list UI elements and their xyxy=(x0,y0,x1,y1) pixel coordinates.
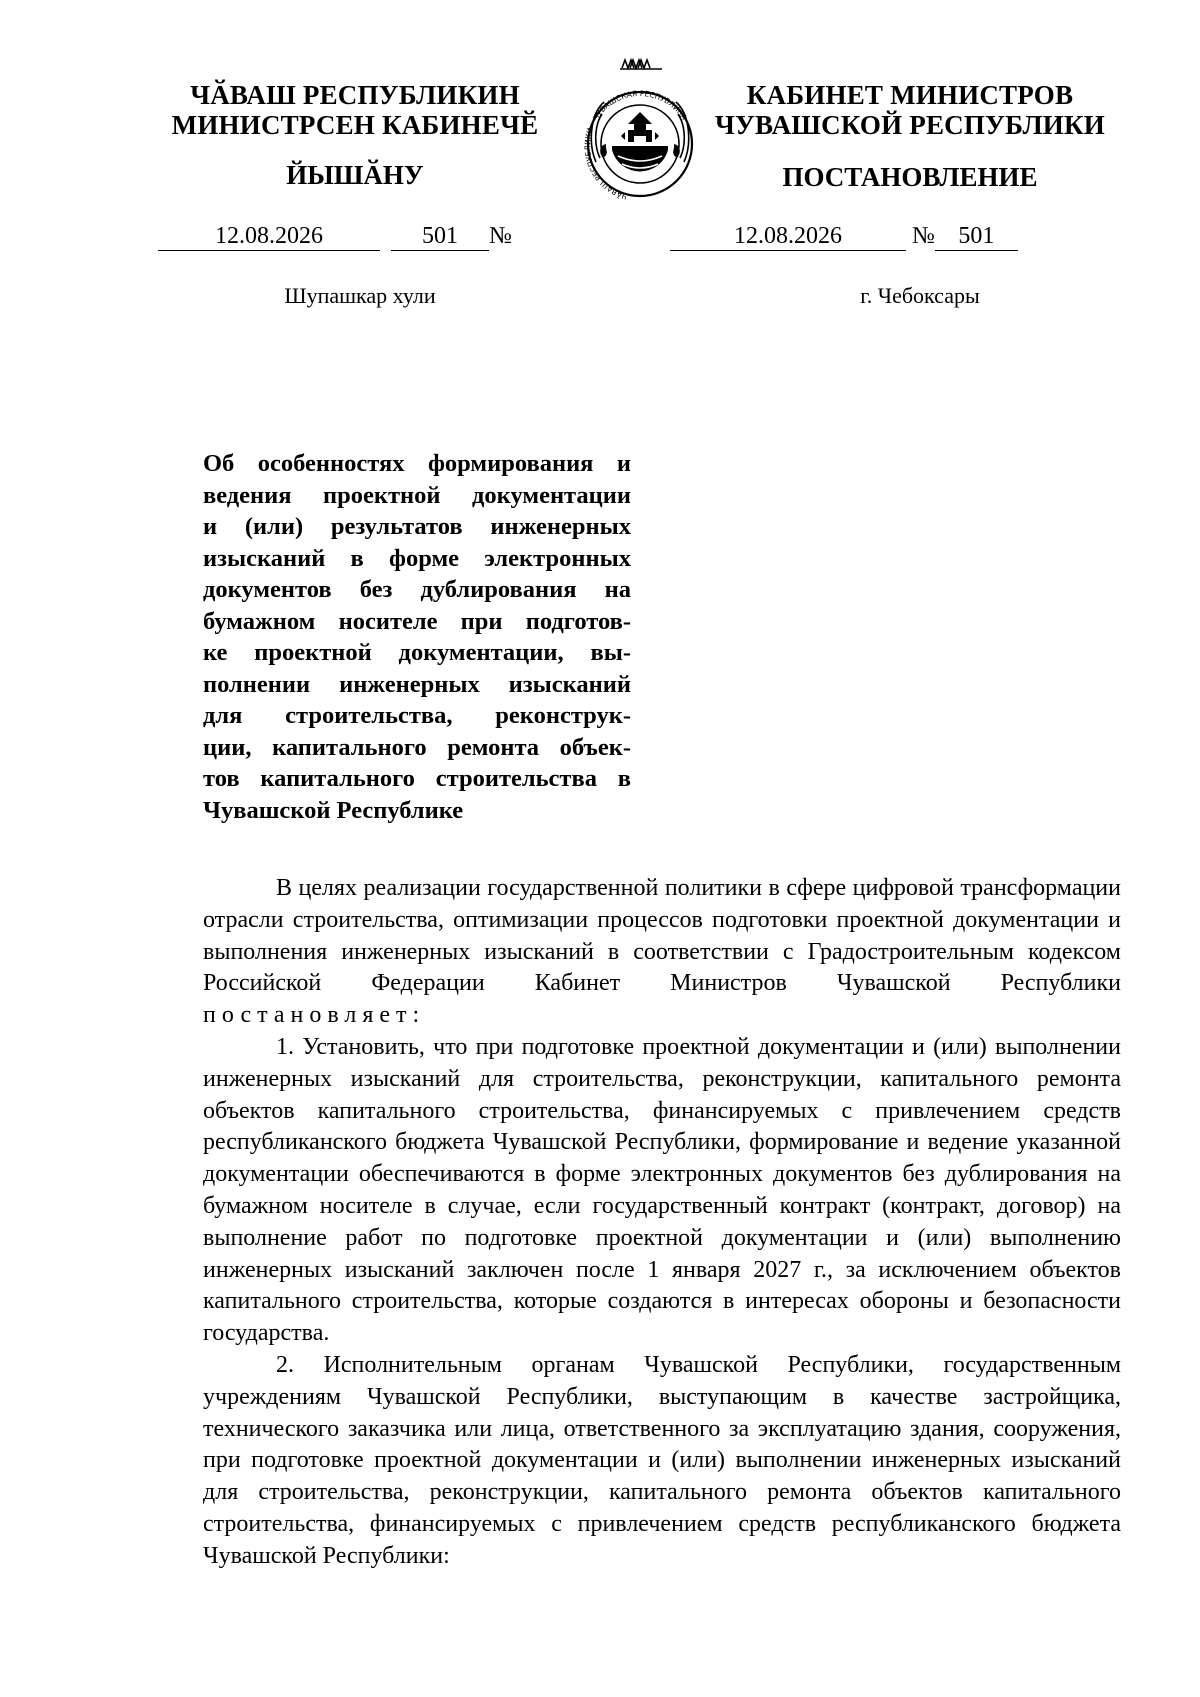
title-line: и (или) результатов инженерных xyxy=(203,513,631,540)
header-right-doc-type: ПОСТАНОВЛЕНИЕ xyxy=(782,162,1038,192)
header-right-line1: КАБИНЕТ МИНИСТРОВ xyxy=(746,80,1074,110)
place-right: г. Чебоксары xyxy=(860,283,980,308)
coat-of-arms-emblem xyxy=(572,54,708,204)
right-date: 12.08.2026 xyxy=(670,222,906,251)
preamble-text: В целях реализации государственной политики в сфере цифровой трансформации отрасли строительства, оптимизации процессов подготовки проектной документации и выполнения инженерных изысканий в соответствии с Градостроительным кодексом Российской Федерации Кабинет Министров Чувашской Республики xyxy=(203,875,1121,997)
left-date: 12.08.2026 xyxy=(158,222,380,251)
left-number: 501 xyxy=(391,222,489,251)
emblem-ring-text: ЧĂВАШ РЕСПУБЛИКИ ◦ ЧУВАШСКАЯ РЕСПУБЛИКА xyxy=(582,88,689,202)
body-paragraph-1: 1. Установить, что при подготовке проектной документации и (или) выполнении инженерных изысканий для строительства, реконструкции, капитального ремонта объектов капитального строительства, финансируемых с привлечением средств республиканского бюджета Чувашской Республики, формирование и ведение указанной документации обеспечиваются в форме электронных документов без дублирования на бумажном носителе в случае, если государственный контракт (контракт, договор) на выполнение работ по подготовке проектной документации и (или) выполнению инженерных изысканий заключен после 1 января 2027 г., за исключением объектов капитального строительства, которые создаются в интересах обороны и безопасности государства. xyxy=(203,1033,1121,1347)
title-line: изысканий в форме электронных xyxy=(203,544,631,572)
resolution-word: постановляет xyxy=(203,1002,413,1029)
title-line: для строительства, реконструк- xyxy=(203,702,631,729)
left-number-sign: № xyxy=(489,223,512,249)
document-body xyxy=(203,873,1121,1573)
right-number-line xyxy=(670,222,1018,251)
header-left-line2: МИНИСТРСЕН КАБИНЕЧӖ xyxy=(171,110,539,140)
title-line: ции, капитального ремонта объек- xyxy=(203,733,631,761)
left-number-line xyxy=(158,222,512,251)
title-line: полнении инженерных изысканий xyxy=(203,670,631,698)
title-line: ке проектной документации, вы- xyxy=(203,639,631,666)
header-left-authority xyxy=(150,80,560,140)
title-line: тов капитального строительства в xyxy=(203,765,631,792)
document-title xyxy=(203,448,631,826)
header-left-line1: ЧӐВАШ РЕСПУБЛИКИН xyxy=(190,80,520,110)
right-number-sign: № xyxy=(912,223,935,249)
title-line: Об особенностях формирования и xyxy=(203,450,631,477)
title-line: бумажном носителе при подготов- xyxy=(203,607,631,635)
body-paragraph-2: 2. Исполнительным органам Чувашской Республики, государственным учреждениям Чувашской Республики, выступающим в качестве застройщика, технического заказчика или лица, ответственного за эксплуатацию здания, сооружения, при подготовке проектной документации и (или) выполнении инженерных изысканий для строительства, реконструкции, капитального ремонта объектов капитального строительства, финансируемых с привлечением средств республиканского бюджета Чувашской Республики: xyxy=(203,1351,1121,1569)
title-line: Чувашской Республике xyxy=(203,796,464,824)
header-right-line2: ЧУВАШСКОЙ РЕСПУБЛИКИ xyxy=(715,110,1105,140)
preamble-colon: : xyxy=(412,1002,420,1029)
header-right-authority xyxy=(700,80,1120,140)
title-line: ведения проектной документации xyxy=(203,481,631,509)
place-left: Шупашкар хули xyxy=(284,283,436,308)
title-line: документов без дублирования на xyxy=(203,576,631,603)
body-paragraph-preamble xyxy=(203,873,1121,1032)
header-left-doc-type: ЙЫШӐНУ xyxy=(286,160,424,190)
right-number: 501 xyxy=(935,222,1018,251)
